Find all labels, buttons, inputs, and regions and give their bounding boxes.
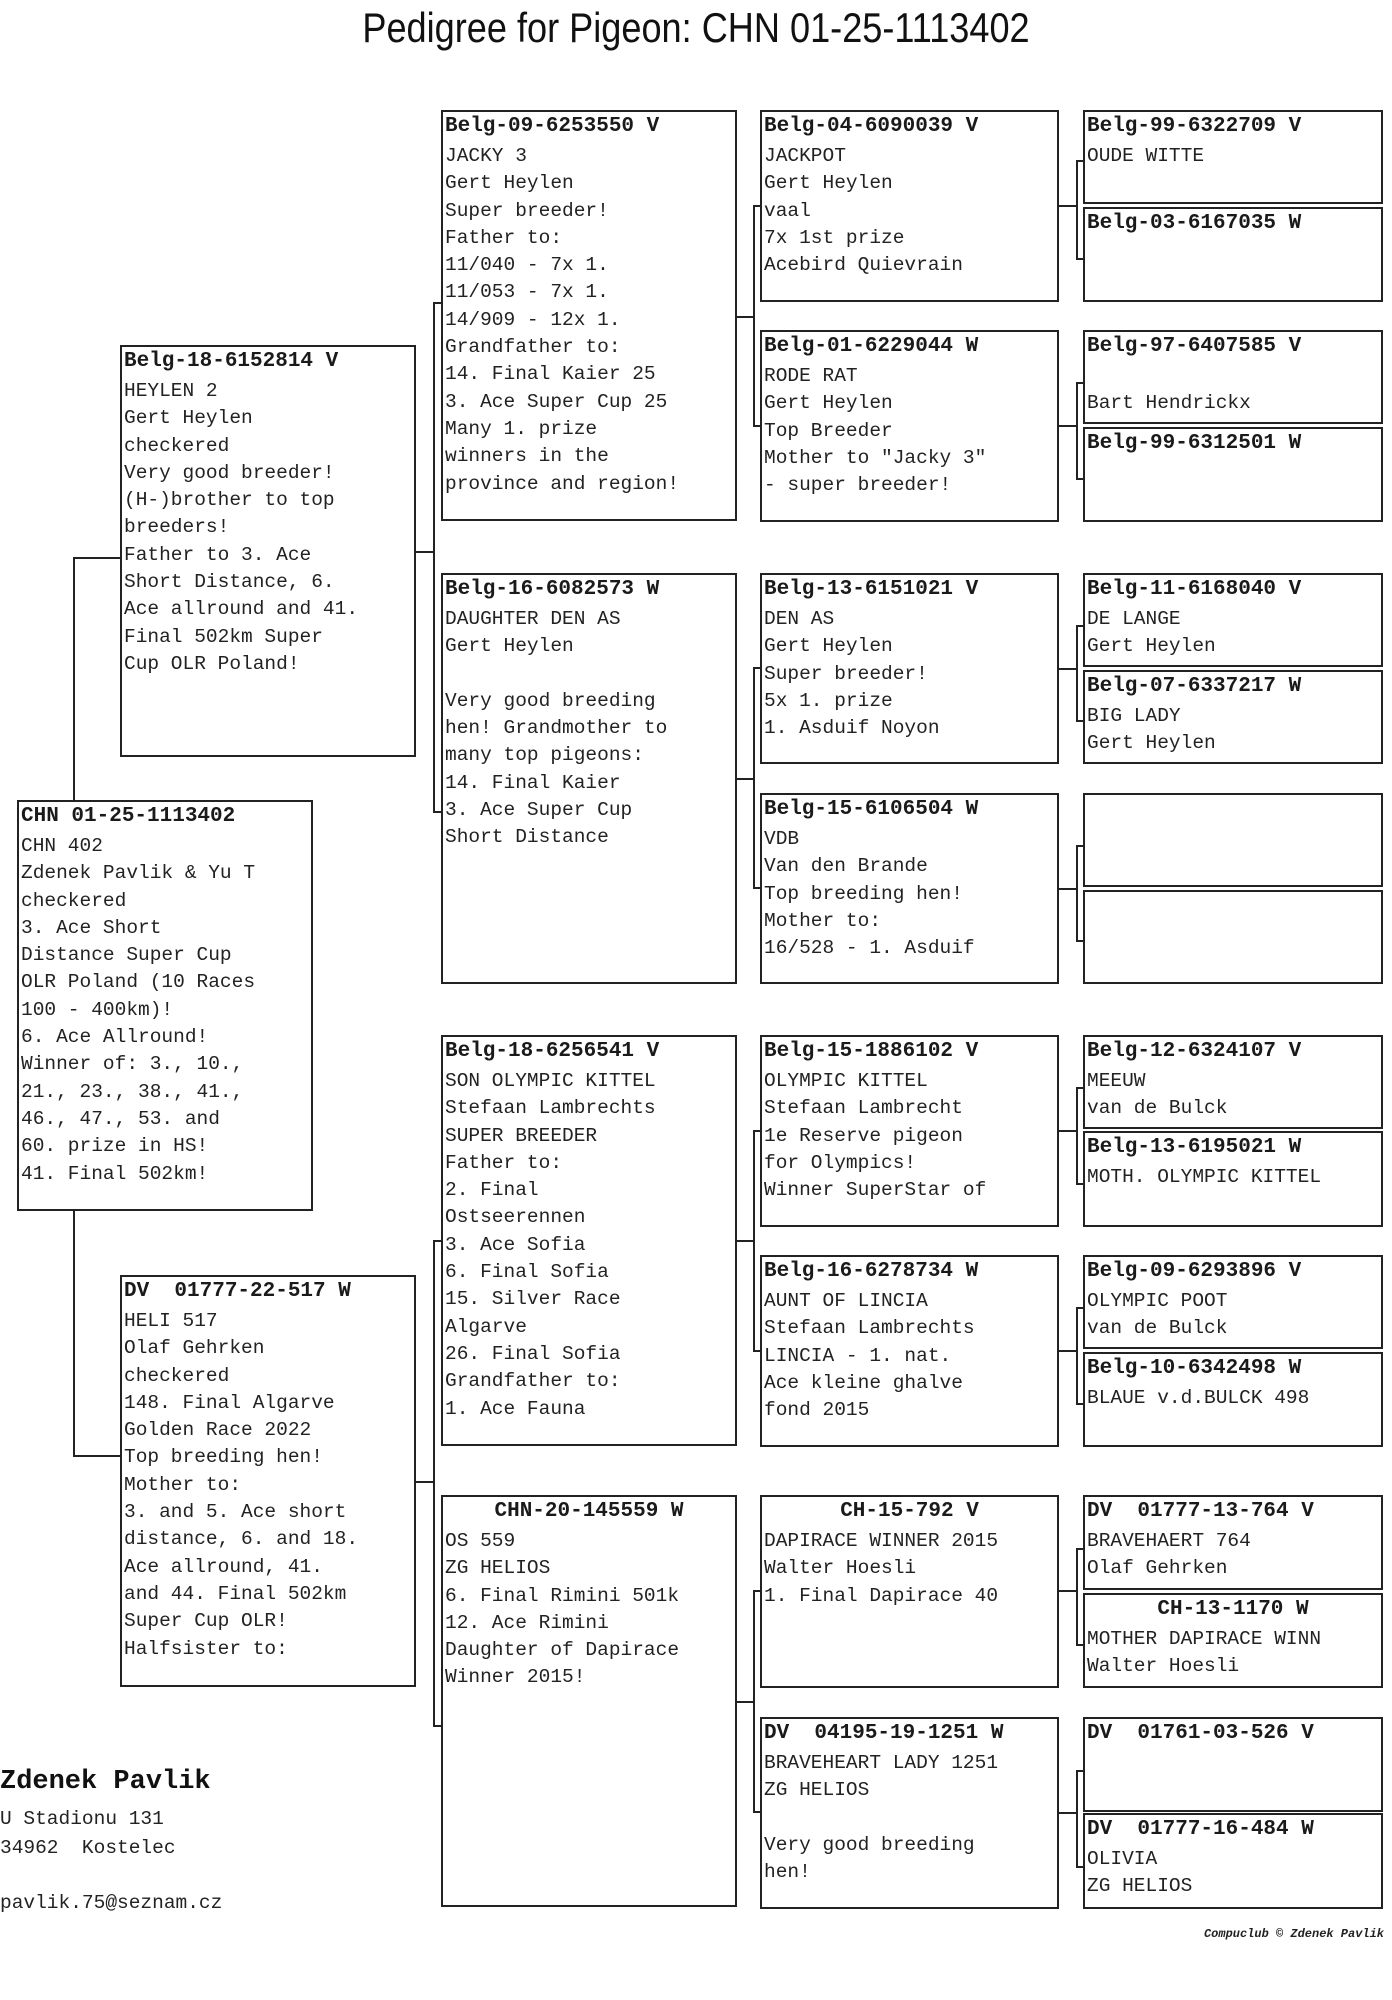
detail-line: AUNT OF LINCIA — [764, 1290, 928, 1312]
connector-line — [1076, 1307, 1078, 1405]
detail-line: OUDE WITTE — [1087, 145, 1205, 167]
ring-number: DV 01777-16-484 W — [1087, 1818, 1314, 1841]
ring-number: Belg-03-6167035 W — [1087, 212, 1302, 235]
detail-line: OS 559 — [445, 1530, 516, 1552]
connector-line — [1076, 1307, 1084, 1309]
connector-line — [736, 316, 754, 318]
connector-line — [73, 557, 121, 559]
pigeon-details — [122, 375, 414, 678]
copyright-notice: Compuclub © Zdenek Pavlik — [1203, 1927, 1384, 1941]
detail-line: DEN AS — [764, 608, 835, 630]
detail-line: - super breeder! — [764, 474, 952, 497]
ring-number: Belg-99-6312501 W — [1087, 432, 1302, 455]
ring-number: Belg-09-6293896 V — [1087, 1260, 1302, 1283]
connector-line — [1076, 1866, 1084, 1868]
detail-line: ZG HELIOS — [1087, 1875, 1193, 1898]
detail-line: and 44. Final 502km — [124, 1582, 347, 1605]
gen4-card[interactable] — [1083, 427, 1383, 522]
connector-line — [1058, 1590, 1076, 1592]
connector-line — [433, 302, 435, 813]
great-grandparent-card[interactable] — [760, 1255, 1059, 1447]
detail-line: 60. prize in HS! — [21, 1135, 209, 1158]
detail-line: Halfsister to: — [124, 1637, 288, 1660]
connector-line — [753, 205, 755, 427]
connector-line — [1076, 1403, 1084, 1405]
detail-line: MOTHER DAPIRACE WINN — [1087, 1628, 1322, 1650]
detail-line: fond 2015 — [764, 1399, 870, 1422]
ring-number: CH-13-1170 W — [1157, 1598, 1309, 1621]
connector-line — [753, 1130, 755, 1352]
detail-line: MOTH. OLYMPIC KITTEL — [1087, 1166, 1322, 1188]
connector-line — [753, 1590, 761, 1592]
great-grandparent-card[interactable] — [760, 330, 1059, 522]
connector-line — [753, 205, 761, 207]
detail-line: 3. Ace Sofia — [445, 1233, 586, 1256]
detail-line: OLYMPIC POOT — [1087, 1290, 1228, 1312]
ring-number: Belg-18-6152814 V — [124, 350, 339, 373]
detail-line: Winner 2015! — [445, 1666, 586, 1689]
detail-line: many top pigeons: — [445, 744, 644, 767]
grandparent-card[interactable] — [441, 110, 737, 521]
connector-line — [73, 557, 75, 800]
detail-line: 41. Final 502km! — [21, 1162, 209, 1185]
detail-line: 6. Final Sofia — [445, 1261, 609, 1284]
connector-line — [1076, 625, 1084, 627]
detail-line: 1. Ace Fauna — [445, 1397, 586, 1420]
detail-line: Acebird Quievrain — [764, 254, 963, 277]
grandparent-card[interactable] — [441, 1495, 737, 1907]
connector-line — [736, 1240, 754, 1242]
connector-line — [1076, 1087, 1078, 1185]
gen4-card[interactable] — [1083, 1352, 1383, 1447]
gen4-card[interactable] — [1083, 110, 1383, 204]
detail-line: HELI 517 — [124, 1310, 218, 1332]
pigeon-details — [762, 823, 1057, 962]
detail-line: 2. Final — [445, 1179, 539, 1202]
detail-line: 3. Ace Short — [21, 916, 162, 939]
pigeon-details — [1085, 603, 1381, 661]
detail-line: Ace allround, 41. — [124, 1555, 323, 1578]
detail-line: OLYMPIC KITTEL — [764, 1070, 928, 1092]
connector-line — [1076, 1183, 1084, 1185]
pigeon-details — [122, 1305, 414, 1663]
detail-line: 12. Ace Rimini — [445, 1611, 609, 1634]
connector-line — [1076, 940, 1084, 942]
pigeon-details — [1085, 237, 1381, 240]
gen4-card[interactable] — [1083, 1813, 1383, 1909]
connector-line — [753, 667, 761, 669]
detail-line: SON OLYMPIC KITTEL — [445, 1070, 656, 1092]
pigeon-details — [1085, 140, 1381, 170]
detail-line: 14. Final Kaier 25 — [445, 363, 656, 386]
pigeon-details — [1085, 1285, 1381, 1343]
detail-line: VDB — [764, 828, 800, 850]
great-grandparent-card[interactable] — [760, 573, 1059, 764]
ring-number: Belg-04-6090039 V — [764, 115, 979, 138]
detail-line: Walter Hoesli — [1087, 1655, 1240, 1678]
pigeon-details — [1085, 1161, 1381, 1191]
gen4-card[interactable] — [1083, 1717, 1383, 1812]
connector-line — [433, 1725, 442, 1727]
mother-card[interactable] — [120, 1275, 416, 1687]
detail-line: HEYLEN 2 — [124, 380, 218, 402]
detail-line: BLAUE v.d.BULCK 498 — [1087, 1387, 1310, 1409]
detail-line: Walter Hoesli — [764, 1557, 917, 1580]
connector-line — [753, 1811, 761, 1813]
pigeon-details — [1085, 1382, 1381, 1412]
detail-line: DAPIRACE WINNER 2015 — [764, 1530, 999, 1552]
pigeon-details — [762, 360, 1057, 499]
detail-line: for Olympics! — [764, 1151, 917, 1174]
detail-line: 1. Asduif Noyon — [764, 717, 940, 740]
grandparent-card[interactable] — [441, 1035, 737, 1446]
detail-line: BIG LADY — [1087, 705, 1181, 727]
detail-line: DAUGHTER DEN AS — [445, 608, 621, 630]
detail-line: Super Cup OLR! — [124, 1610, 288, 1633]
detail-line: Gert Heylen — [764, 172, 893, 195]
pigeon-details — [443, 140, 735, 498]
ring-number: Belg-11-6168040 V — [1087, 578, 1302, 601]
detail-line — [764, 1805, 1057, 1832]
detail-line: Ace allround and 41. — [124, 598, 359, 621]
detail-line: BRAVEHAERT 764 — [1087, 1530, 1251, 1552]
ring-number: DV 01761-03-526 V — [1087, 1722, 1314, 1745]
connector-line — [73, 1211, 75, 1456]
breeder-street: U Stadionu 131 — [0, 1808, 164, 1830]
ring-number: Belg-18-6256541 V — [445, 1040, 660, 1063]
detail-line: 11/040 - 7x 1. — [445, 254, 609, 277]
detail-line: Father to: — [445, 226, 563, 249]
detail-line: OLR Poland (10 Races — [21, 971, 256, 994]
connector-line — [753, 1130, 761, 1132]
pigeon-details — [1085, 1065, 1381, 1123]
detail-line: 26. Final Sofia — [445, 1342, 621, 1365]
ring-number: Belg-99-6322709 V — [1087, 115, 1302, 138]
connector-line — [433, 811, 442, 813]
pigeon-details — [443, 1065, 735, 1423]
connector-line — [1076, 1770, 1084, 1772]
detail-line: ZG HELIOS — [445, 1557, 551, 1580]
gen4-card[interactable] — [1083, 793, 1383, 887]
great-grandparent-card[interactable] — [760, 1035, 1059, 1227]
connector-line — [1076, 382, 1084, 384]
connector-line — [1076, 845, 1084, 847]
ring-number: Belg-15-6106504 W — [764, 798, 979, 821]
ring-number: Belg-12-6324107 V — [1087, 1040, 1302, 1063]
pigeon-details — [1085, 457, 1381, 460]
connector-line — [753, 887, 761, 889]
detail-line: province and region! — [445, 472, 680, 495]
detail-line: 3. Ace Super Cup — [445, 799, 633, 822]
detail-line: vaal — [764, 199, 811, 222]
detail-line: Olaf Gehrken — [1087, 1557, 1228, 1580]
detail-line: Top Breeder — [764, 419, 893, 442]
ring-number: CHN 01-25-1113402 — [21, 805, 236, 828]
detail-line: Stefaan Lambrecht — [764, 1097, 963, 1120]
ring-number: DV 04195-19-1251 W — [764, 1722, 1004, 1745]
connector-line — [736, 778, 754, 780]
detail-line: Mother to: — [124, 1473, 242, 1496]
connector-line — [1076, 160, 1078, 260]
detail-line: ZG HELIOS — [764, 1779, 870, 1802]
great-grandparent-card[interactable] — [760, 1717, 1059, 1909]
detail-line: Van den Brande — [764, 855, 928, 878]
connector-line — [1076, 625, 1078, 722]
detail-line: OLIVIA — [1087, 1848, 1158, 1870]
detail-line: Short Distance, 6. — [124, 571, 335, 594]
detail-line: Golden Race 2022 — [124, 1419, 312, 1442]
connector-line — [1058, 668, 1076, 670]
connector-line — [1076, 382, 1078, 480]
connector-line — [1076, 1087, 1084, 1089]
connector-line — [73, 1455, 121, 1457]
ring-number: Belg-16-6278734 W — [764, 1260, 979, 1283]
ring-number: CH-15-792 V — [840, 1500, 979, 1523]
detail-line: Father to: — [445, 1151, 563, 1174]
detail-line: 5x 1. prize — [764, 689, 893, 712]
gen4-card[interactable] — [1083, 573, 1383, 667]
detail-line: BRAVEHEART LADY 1251 — [764, 1752, 999, 1774]
ring-number: Belg-13-6151021 V — [764, 578, 979, 601]
connector-line — [1076, 1548, 1078, 1646]
detail-line: Super breeder! — [445, 199, 609, 222]
ring-number: Belg-01-6229044 W — [764, 335, 979, 358]
detail-line: checkered — [21, 889, 127, 912]
pigeon-details — [762, 1065, 1057, 1204]
connector-line — [415, 1481, 435, 1483]
breeder-email[interactable]: pavlik.75@seznam.cz — [0, 1892, 223, 1914]
great-grandparent-card[interactable] — [760, 1495, 1059, 1688]
ring-number: DV 01777-13-764 V — [1087, 1500, 1314, 1523]
detail-line: Gert Heylen — [764, 392, 893, 415]
detail-line: Mother to "Jacky 3" — [764, 446, 987, 469]
detail-line: DE LANGE — [1087, 608, 1181, 630]
connector-line — [1076, 1548, 1084, 1550]
detail-line: 1. Final Dapirace 40 — [764, 1584, 999, 1607]
pigeon-details — [762, 1747, 1057, 1886]
detail-line: Gert Heylen — [124, 407, 253, 430]
connector-line — [1076, 720, 1084, 722]
detail-line: Mother to: — [764, 909, 882, 932]
ring-number: Belg-09-6253550 V — [445, 115, 660, 138]
gen4-card[interactable] — [1083, 1495, 1383, 1590]
ring-number: Belg-15-1886102 V — [764, 1040, 979, 1063]
pigeon-details — [1085, 894, 1381, 897]
detail-line: Algarve — [445, 1315, 527, 1338]
connector-line — [753, 425, 761, 427]
detail-line: hen! — [764, 1861, 811, 1884]
detail-line: Many 1. prize — [445, 417, 598, 440]
detail-line: van de Bulck — [1087, 1317, 1228, 1340]
gen4-card[interactable] — [1083, 1593, 1383, 1688]
detail-line: Very good breeding — [764, 1833, 975, 1856]
detail-line: 6. Final Rimini 501k — [445, 1584, 680, 1607]
pigeon-details — [762, 1525, 1057, 1610]
gen4-card[interactable] — [1083, 207, 1383, 302]
pigeon-details — [1085, 1843, 1381, 1901]
detail-line: Very good breeder! — [124, 461, 335, 484]
detail-line: Stefaan Lambrechts — [445, 1097, 656, 1120]
connector-line — [753, 1350, 761, 1352]
connector-line — [753, 667, 755, 889]
connector-line — [415, 551, 435, 553]
detail-line: Daughter of Dapirace — [445, 1639, 680, 1662]
ring-number: Belg-07-6337217 W — [1087, 675, 1302, 698]
pigeon-details — [1085, 1525, 1381, 1583]
detail-line: 46., 47., 53. and — [21, 1107, 220, 1130]
detail-line: 21., 23., 38., 41., — [21, 1080, 244, 1103]
ring-number: CHN-20-145559 W — [494, 1500, 684, 1523]
detail-line: Grandfather to: — [445, 1370, 621, 1393]
detail-line: Grandfather to: — [445, 336, 621, 359]
detail-line: Top breeding hen! — [764, 882, 963, 905]
ring-number: Belg-10-6342498 W — [1087, 1357, 1302, 1380]
detail-line: winners in the — [445, 445, 609, 468]
detail-line: Winner of: 3., 10., — [21, 1053, 244, 1076]
detail-line: checkered — [124, 1364, 230, 1387]
detail-line: hen! Grandmother to — [445, 717, 668, 740]
pigeon-details — [1085, 797, 1381, 800]
detail-line: Ace kleine ghalve — [764, 1371, 963, 1394]
detail-line: Short Distance — [445, 826, 609, 849]
page-title: Pedigree for Pigeon: CHN 01-25-1113402 — [362, 4, 1030, 51]
detail-line: LINCIA - 1. nat. — [764, 1344, 952, 1367]
breeder-name: Zdenek Pavlik — [0, 1767, 211, 1797]
connector-line — [736, 1701, 754, 1703]
great-grandparent-card[interactable] — [760, 793, 1059, 984]
connector-line — [1076, 478, 1084, 480]
great-grandparent-card[interactable] — [760, 110, 1059, 302]
detail-line — [445, 661, 735, 688]
detail-line: Stefaan Lambrechts — [764, 1317, 975, 1340]
gen4-card[interactable] — [1083, 1035, 1383, 1129]
pigeon-details — [762, 140, 1057, 279]
gen4-card[interactable] — [1083, 330, 1383, 424]
detail-line: Top breeding hen! — [124, 1446, 323, 1469]
father-card[interactable] — [120, 345, 416, 757]
pigeon-details — [443, 1525, 735, 1692]
connector-line — [1076, 1770, 1078, 1868]
detail-line: 7x 1st prize — [764, 226, 905, 249]
detail-line: Gert Heylen — [1087, 732, 1216, 755]
connector-line — [1058, 1812, 1076, 1814]
detail-line: 100 - 400km)! — [21, 998, 174, 1021]
connector-line — [1076, 845, 1078, 942]
detail-line: Ostseerennen — [445, 1206, 586, 1229]
detail-line: Olaf Gehrken — [124, 1337, 265, 1360]
detail-line: CHN 402 — [21, 835, 103, 857]
pigeon-details — [1085, 700, 1381, 758]
detail-line: 16/528 - 1. Asduif — [764, 937, 975, 960]
detail-line: 148. Final Algarve — [124, 1391, 335, 1414]
connector-line — [1076, 1644, 1084, 1646]
detail-line: 3. and 5. Ace short — [124, 1501, 347, 1524]
pigeon-details — [1085, 1623, 1381, 1681]
grandparent-card[interactable] — [441, 573, 737, 984]
detail-line — [1087, 363, 1381, 390]
detail-line: MEEUW — [1087, 1070, 1146, 1092]
detail-line: Distance Super Cup — [21, 944, 232, 967]
detail-line: Zdenek Pavlik & Yu T — [21, 862, 256, 885]
pigeon-details — [19, 830, 311, 1188]
detail-line: JACKY 3 — [445, 145, 527, 167]
detail-line: 11/053 - 7x 1. — [445, 281, 609, 304]
detail-line: Super breeder! — [764, 662, 928, 685]
detail-line: Gert Heylen — [445, 172, 574, 195]
detail-line: breeders! — [124, 516, 230, 539]
connector-line — [433, 302, 442, 304]
detail-line: Gert Heylen — [764, 635, 893, 658]
detail-line: 6. Ace Allround! — [21, 1026, 209, 1049]
detail-line: Cup OLR Poland! — [124, 652, 300, 675]
detail-line: 1e Reserve pigeon — [764, 1124, 963, 1147]
detail-line: 14/909 - 12x 1. — [445, 308, 621, 331]
gen4-card[interactable] — [1083, 890, 1383, 984]
detail-line: Gert Heylen — [445, 635, 574, 658]
subject-pigeon-card[interactable] — [17, 800, 313, 1211]
connector-line — [1058, 888, 1076, 890]
connector-line — [1058, 205, 1076, 207]
detail-line: checkered — [124, 434, 230, 457]
ring-number: Belg-97-6407585 V — [1087, 335, 1302, 358]
detail-line: 3. Ace Super Cup 25 — [445, 390, 668, 413]
pigeon-details — [1085, 360, 1381, 418]
detail-line: JACKPOT — [764, 145, 846, 167]
detail-line: 15. Silver Race — [445, 1288, 621, 1311]
connector-line — [1058, 425, 1076, 427]
pigeon-details — [762, 1285, 1057, 1424]
ring-number: Belg-16-6082573 W — [445, 578, 660, 601]
gen4-card[interactable] — [1083, 1255, 1383, 1349]
connector-line — [433, 1240, 435, 1727]
detail-line: Final 502km Super — [124, 625, 323, 648]
pigeon-details — [1085, 1747, 1381, 1750]
detail-line: RODE RAT — [764, 365, 858, 387]
detail-line: Winner SuperStar of — [764, 1179, 987, 1202]
ring-number: DV 01777-22-517 W — [124, 1280, 351, 1303]
detail-line: (H-)brother to top — [124, 489, 335, 512]
detail-line: Father to 3. Ace — [124, 543, 312, 566]
pigeon-details — [443, 603, 735, 852]
connector-line — [1058, 1130, 1076, 1132]
gen4-card[interactable] — [1083, 1131, 1383, 1227]
connector-line — [753, 1590, 755, 1813]
pigeon-details — [762, 603, 1057, 742]
breeder-city: 34962 Kostelec — [0, 1837, 176, 1859]
connector-line — [1058, 1350, 1076, 1352]
detail-line: van de Bulck — [1087, 1097, 1228, 1120]
detail-line: Bart Hendrickx — [1087, 392, 1251, 415]
connector-line — [433, 1240, 442, 1242]
detail-line: 14. Final Kaier — [445, 771, 621, 794]
gen4-card[interactable] — [1083, 670, 1383, 764]
detail-line: distance, 6. and 18. — [124, 1528, 359, 1551]
connector-line — [1076, 258, 1084, 260]
detail-line: Very good breeding — [445, 689, 656, 712]
connector-line — [1076, 160, 1084, 162]
detail-line: Gert Heylen — [1087, 635, 1216, 658]
ring-number: Belg-13-6195021 W — [1087, 1136, 1302, 1159]
detail-line: SUPER BREEDER — [445, 1124, 598, 1147]
